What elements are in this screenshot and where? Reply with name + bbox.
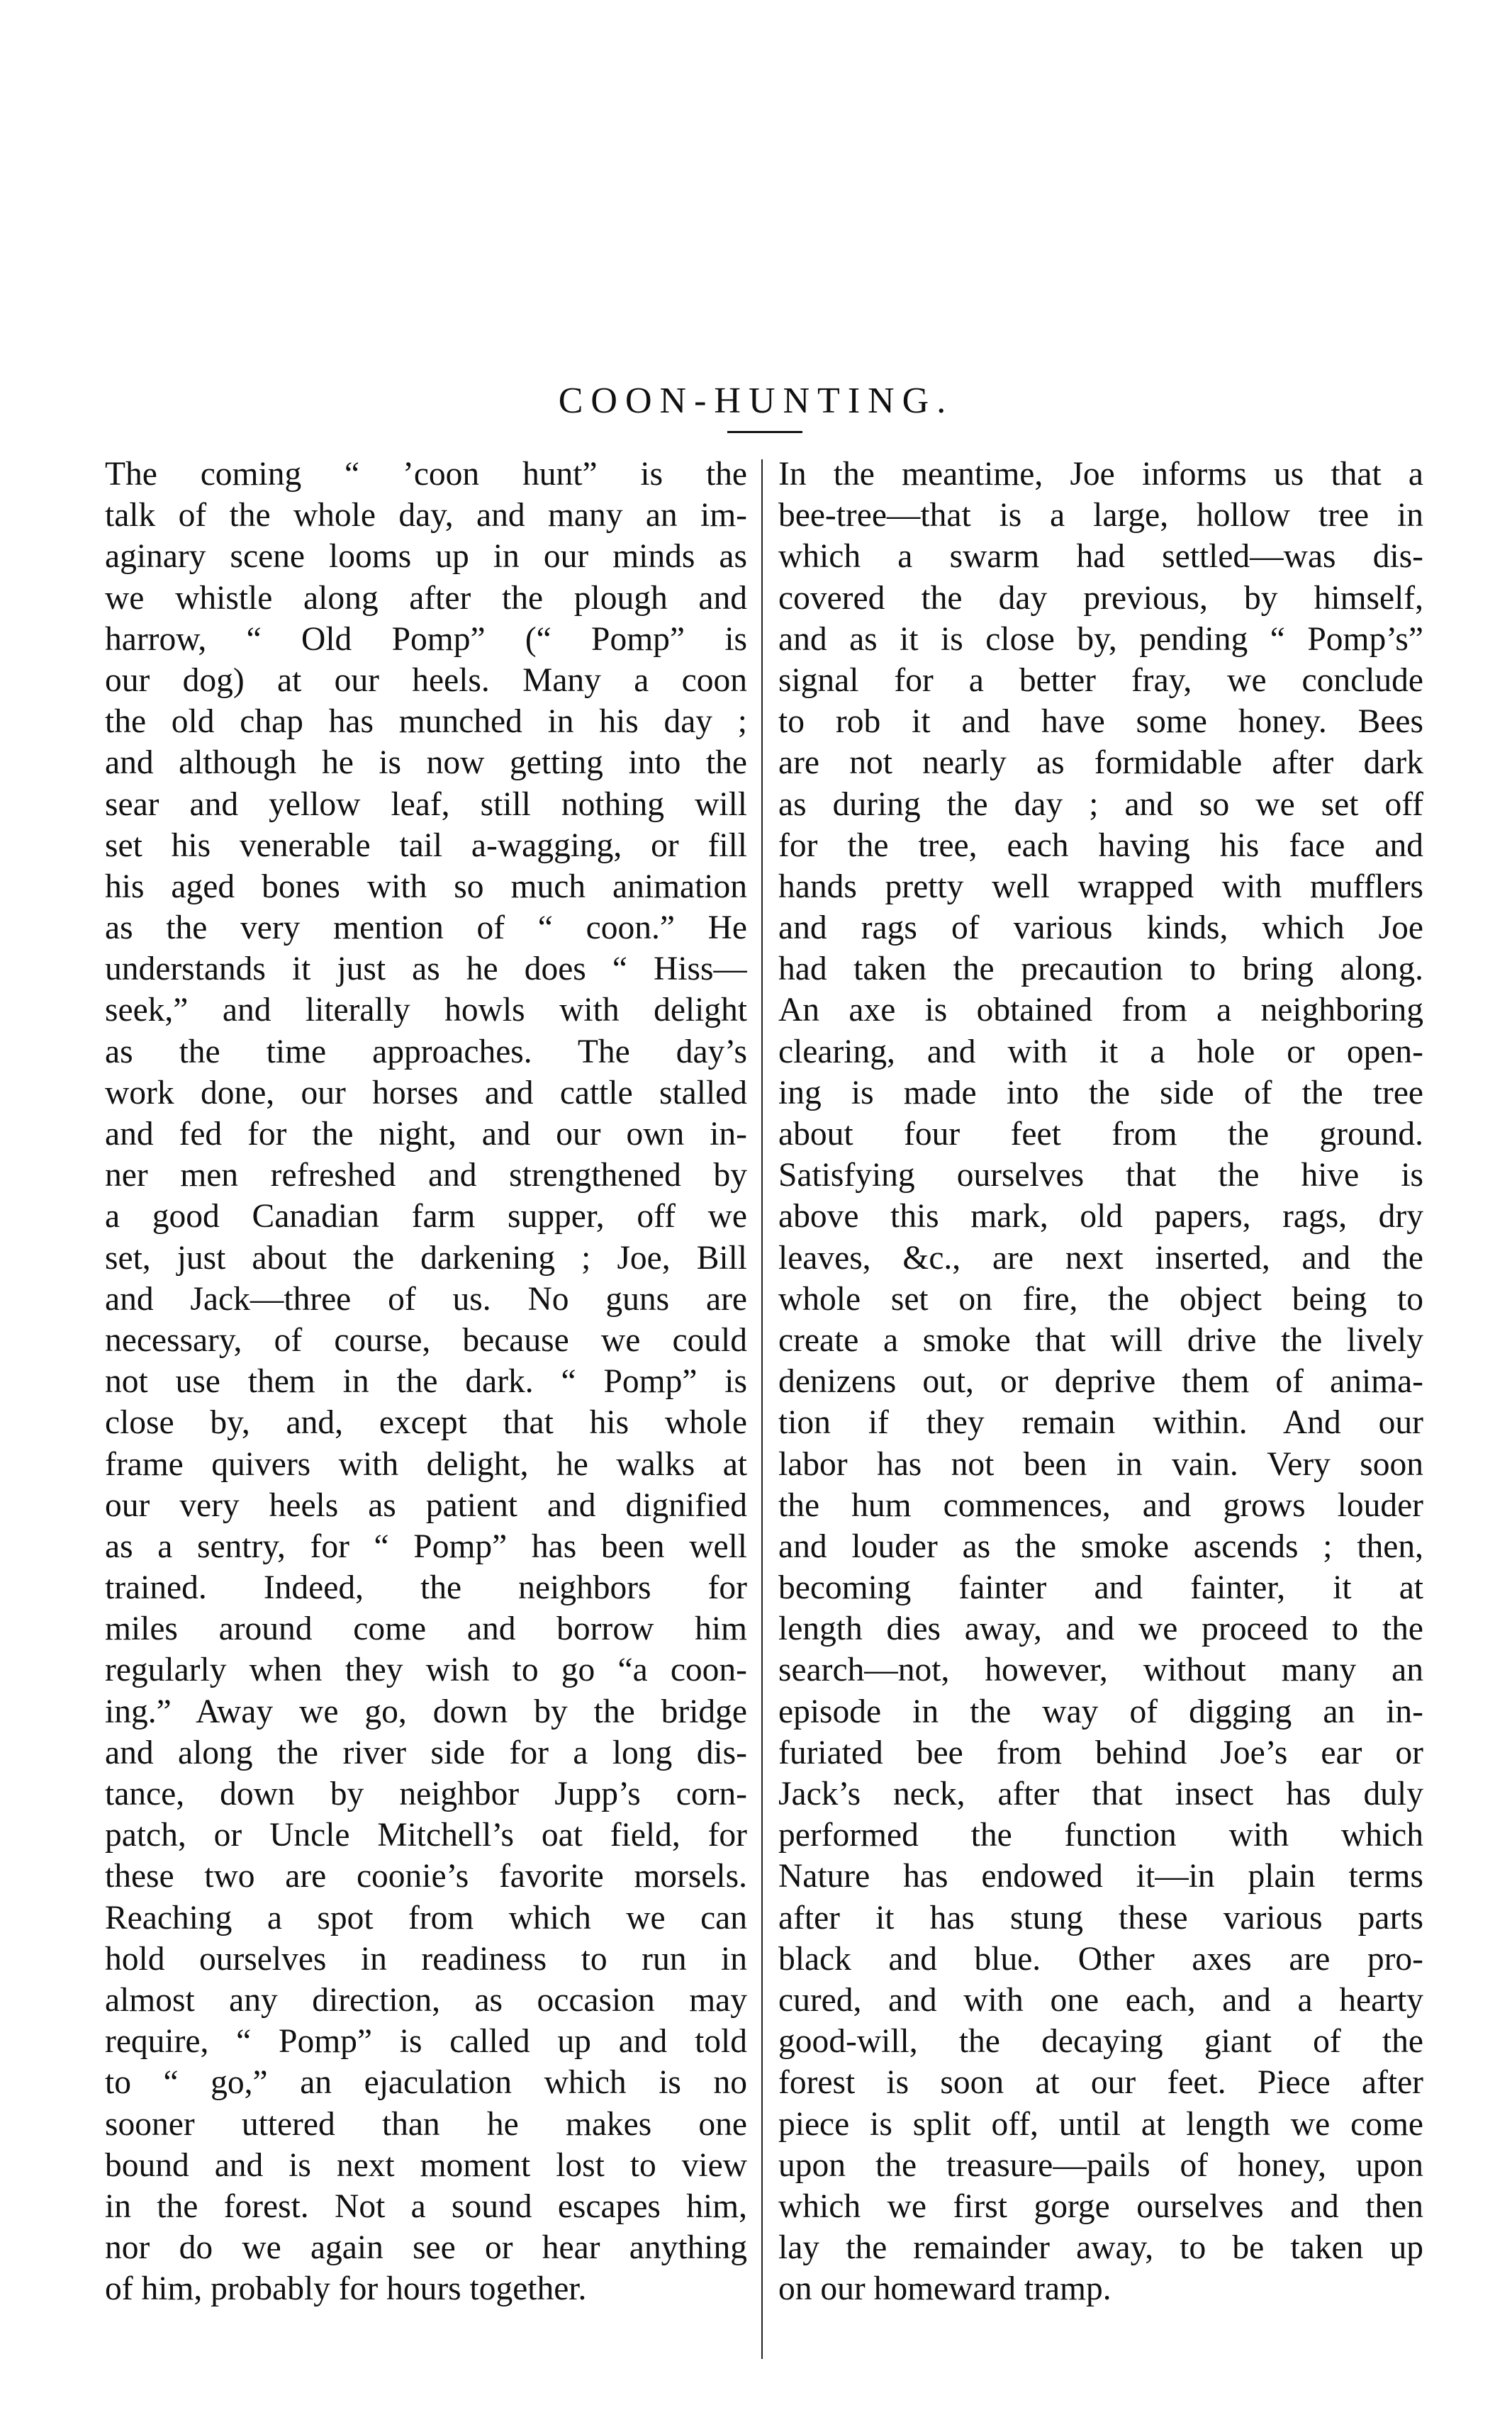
- text-line: performed the function with which: [778, 1817, 1423, 1854]
- text-line: and louder as the smoke ascends ; then,: [778, 1528, 1423, 1565]
- text-line: black and blue. Other axes are pro-: [778, 1940, 1423, 1978]
- text-line: The coming “ ’coon hunt” is the: [105, 456, 747, 493]
- text-line: length dies away, and we proceed to the: [778, 1610, 1423, 1648]
- text-line: clearing, and with it a hole or open-: [778, 1033, 1423, 1070]
- text-line: our very heels as patient and dignified: [105, 1486, 747, 1524]
- text-line: and as it is close by, pending “ Pomp’s”: [778, 620, 1423, 658]
- text-line: to “ go,” an ejaculation which is no: [105, 2064, 747, 2102]
- text-line: and although he is now getting into the: [105, 744, 747, 782]
- text-line: bound and is next moment lost to view: [105, 2146, 747, 2184]
- text-line: the old chap has munched in his day ;: [105, 703, 747, 741]
- left-column: [105, 454, 747, 2309]
- text-line: ing.” Away we go, down by the bridge: [105, 1693, 747, 1730]
- text-line: signal for a better fray, we conclude: [778, 661, 1423, 699]
- text-line: create a smoke that will drive the lively: [778, 1321, 1423, 1359]
- text-line: as the very mention of “ coon.” He: [105, 909, 747, 947]
- text-line: covered the day previous, by himself,: [778, 579, 1423, 617]
- title-rule: [727, 431, 802, 433]
- text-line: episode in the way of digging an in-: [778, 1693, 1423, 1730]
- text-line: of him, probably for hours together.: [105, 2270, 587, 2308]
- text-line: talk of the whole day, and many an im-: [105, 497, 747, 534]
- text-line: close by, and, except that his whole: [105, 1404, 747, 1442]
- text-line: the hum commences, and grows louder: [778, 1486, 1423, 1524]
- text-line: forest is soon at our feet. Piece after: [778, 2064, 1423, 2102]
- text-line: had taken the precaution to bring along.: [778, 951, 1423, 988]
- text-line: sear and yellow leaf, still nothing will: [105, 785, 747, 823]
- text-line: work done, our horses and cattle stalled: [105, 1074, 747, 1111]
- text-line: above this mark, old papers, rags, dry: [778, 1198, 1423, 1235]
- text-line: trained. Indeed, the neighbors for: [105, 1569, 747, 1607]
- text-line: on our homeward tramp.: [778, 2270, 1111, 2308]
- text-line: piece is split off, until at length we come: [778, 2105, 1423, 2143]
- text-line: good-will, the decaying giant of the: [778, 2023, 1423, 2061]
- text-line: our dog) at our heels. Many a coon: [105, 661, 747, 699]
- text-line: An axe is obtained from a neighboring: [778, 992, 1423, 1029]
- text-line: we whistle along after the plough and: [105, 579, 747, 617]
- text-line: ner men refreshed and strengthened by: [105, 1157, 747, 1194]
- text-line: Nature has endowed it—in plain terms: [778, 1858, 1423, 1895]
- text-line: hold ourselves in readiness to run in: [105, 1940, 747, 1978]
- text-line: understands it just as he does “ Hiss—: [105, 951, 747, 988]
- text-line: after it has stung these various parts: [778, 1899, 1423, 1936]
- text-line: tion if they remain within. And our: [778, 1404, 1423, 1442]
- text-line: tance, down by neighbor Jupp’s corn-: [105, 1776, 747, 1812]
- text-line: furiated bee from behind Joe’s ear or: [778, 1734, 1423, 1771]
- text-line: Reaching a spot from which we can: [105, 1899, 747, 1936]
- text-line: as a sentry, for “ Pomp” has been well: [105, 1528, 747, 1565]
- text-line: ing is made into the side of the tree: [778, 1074, 1423, 1111]
- text-line: patch, or Uncle Mitchell’s oat field, for: [105, 1817, 747, 1854]
- text-line: which we first gorge ourselves and then: [778, 2187, 1423, 2225]
- text-line: labor has not been in vain. Very soon: [778, 1445, 1423, 1483]
- text-line: these two are coonie’s favorite morsels.: [105, 1858, 747, 1895]
- text-line: not use them in the dark. “ Pomp” is: [105, 1363, 747, 1401]
- text-line: and fed for the night, and our own in-: [105, 1116, 747, 1153]
- text-line: for the tree, each having his face and: [778, 826, 1423, 864]
- text-line: In the meantime, Joe informs us that a: [778, 456, 1423, 493]
- text-line: sooner uttered than he makes one: [105, 2105, 747, 2143]
- text-line: and rags of various kinds, which Joe: [778, 909, 1423, 947]
- text-line: denizens out, or deprive them of anima-: [778, 1363, 1423, 1401]
- text-line: harrow, “ Old Pomp” (“ Pomp” is: [105, 620, 747, 658]
- text-line: nor do we again see or hear anything: [105, 2229, 747, 2267]
- text-line: regularly when they wish to go “a coon-: [105, 1652, 747, 1689]
- text-line: and Jack—three of us. No guns are: [105, 1280, 747, 1318]
- text-line: necessary, of course, because we could: [105, 1321, 747, 1359]
- text-line: frame quivers with delight, he walks at: [105, 1445, 747, 1483]
- text-line: bee-tree—that is a large, hollow tree in: [778, 497, 1423, 534]
- text-line: cured, and with one each, and a hearty: [778, 1981, 1423, 2019]
- text-line: aginary scene looms up in our minds as: [105, 538, 747, 576]
- text-line: whole set on fire, the object being to: [778, 1280, 1423, 1318]
- text-line: leaves, &c., are next inserted, and the: [778, 1239, 1423, 1277]
- text-line: hands pretty well wrapped with mufflers: [778, 868, 1423, 905]
- text-line: miles around come and borrow him: [105, 1610, 747, 1648]
- text-line: to rob it and have some honey. Bees: [778, 703, 1423, 741]
- right-column: [778, 454, 1423, 2309]
- text-line: and along the river side for a long dis-: [105, 1734, 747, 1771]
- text-line: in the forest. Not a sound escapes him,: [105, 2187, 747, 2225]
- text-line: upon the treasure—pails of honey, upon: [778, 2146, 1423, 2184]
- text-line: are not nearly as formidable after dark: [778, 744, 1423, 782]
- column-divider: [761, 459, 763, 2359]
- text-line: which a swarm had settled—was dis-: [778, 538, 1423, 576]
- article-title: COON-HUNTING.: [558, 380, 954, 421]
- text-line: search—not, however, without many an: [778, 1652, 1423, 1689]
- text-line: lay the remainder away, to be taken up: [778, 2229, 1423, 2267]
- text-line: Satisfying ourselves that the hive is: [778, 1157, 1423, 1194]
- text-line: require, “ Pomp” is called up and told: [105, 2023, 747, 2061]
- text-line: set, just about the darkening ; Joe, Bill: [105, 1239, 747, 1277]
- text-line: seek,” and literally howls with delight: [105, 992, 747, 1029]
- text-line: almost any direction, as occasion may: [105, 1981, 747, 2019]
- text-line: Jack’s neck, after that insect has duly: [778, 1776, 1423, 1812]
- text-line: his aged bones with so much animation: [105, 868, 747, 905]
- text-line: becoming fainter and fainter, it at: [778, 1569, 1423, 1607]
- text-line: set his venerable tail a-wagging, or fill: [105, 826, 747, 864]
- text-line: about four feet from the ground.: [778, 1116, 1423, 1153]
- text-line: a good Canadian farm supper, off we: [105, 1198, 747, 1235]
- text-line: as during the day ; and so we set off: [778, 785, 1423, 823]
- text-line: as the time approaches. The day’s: [105, 1033, 747, 1070]
